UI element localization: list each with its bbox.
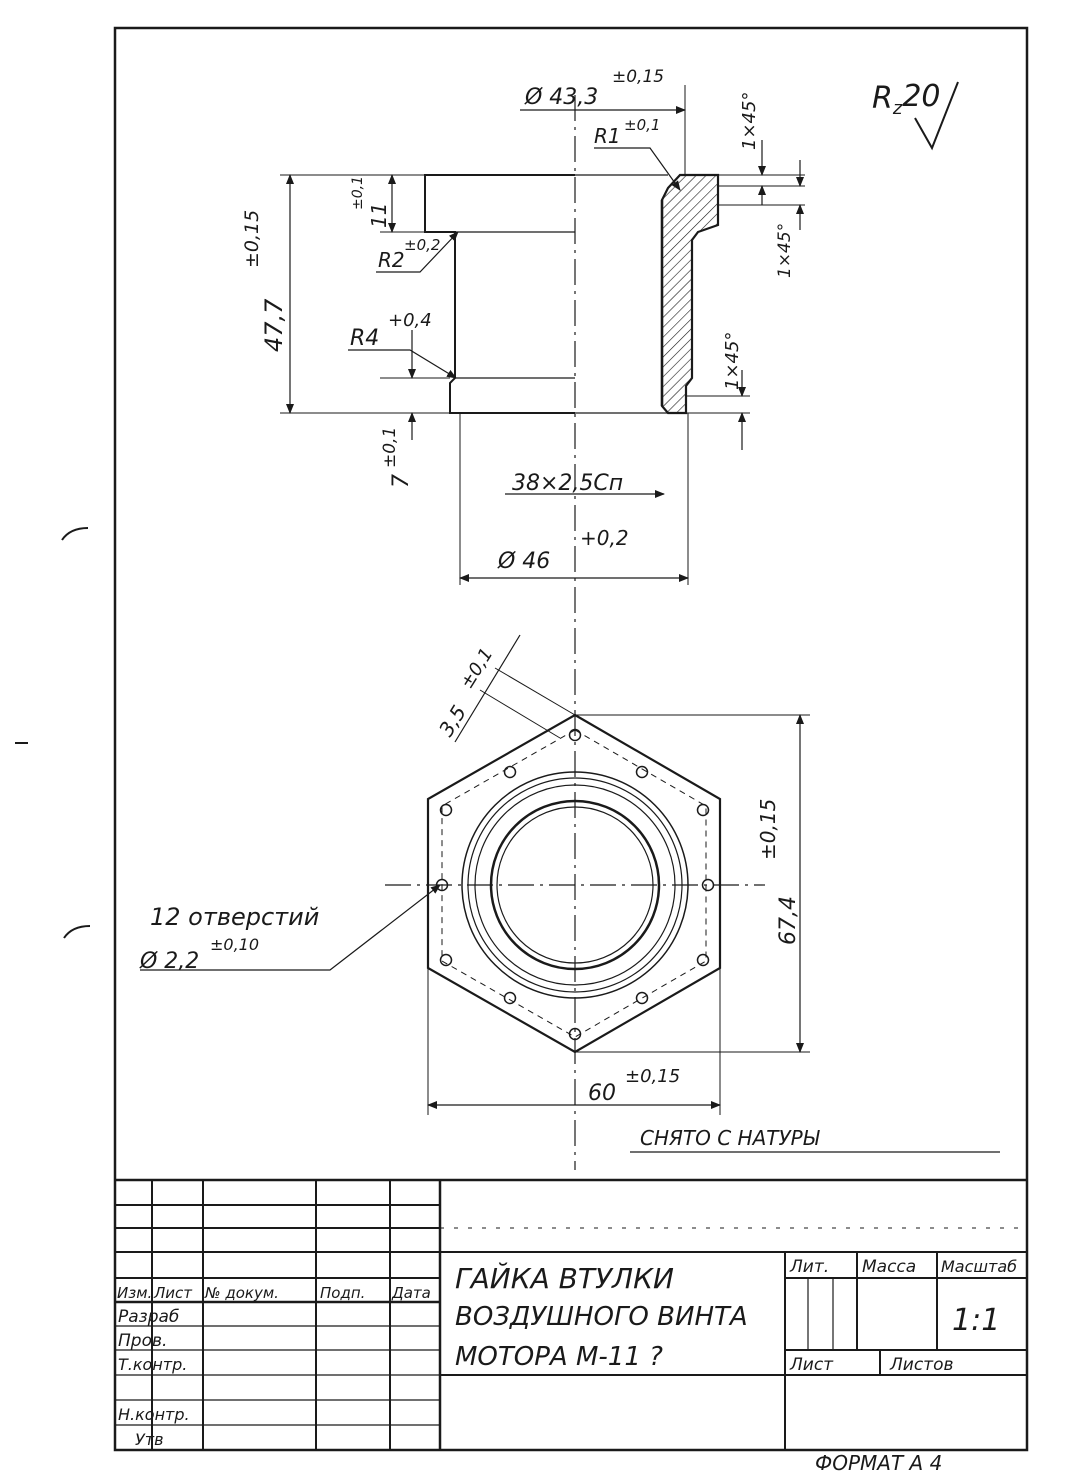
dim-dia-46	[460, 526, 688, 578]
svg-text:±0,2: ±0,2	[404, 236, 441, 254]
svg-text:+0,4: +0,4	[388, 310, 432, 331]
surface-roughness-symbol	[872, 79, 958, 148]
dim-height-67-4	[575, 715, 810, 1052]
svg-text:Утв: Утв	[135, 1430, 164, 1449]
svg-text:ВОЗДУШНОГО ВИНТА: ВОЗДУШНОГО ВИНТА	[455, 1302, 748, 1332]
svg-text:±0,15: ±0,15	[241, 209, 263, 268]
svg-text:Дата: Дата	[392, 1284, 431, 1302]
svg-text:Ø 2,2: Ø 2,2	[140, 949, 200, 974]
svg-text:№ докум.: № докум.	[205, 1284, 279, 1302]
dim-width-60	[428, 968, 720, 1115]
hole-12	[505, 767, 516, 778]
dim-height-11	[350, 175, 392, 232]
dim-height-7	[380, 330, 414, 488]
svg-text:Ø 43,3: Ø 43,3	[525, 85, 599, 110]
dim-thread	[505, 471, 664, 496]
svg-text:60: 60	[588, 1081, 616, 1106]
svg-text:±0,15: ±0,15	[625, 1066, 681, 1087]
svg-text:ГАЙКА ВТУЛКИ: ГАЙКА ВТУЛКИ	[455, 1262, 674, 1295]
svg-text:Лист: Лист	[154, 1284, 193, 1302]
svg-text:11: 11	[367, 202, 391, 228]
svg-text:±0,1: ±0,1	[624, 116, 661, 134]
dim-chamfer-right	[775, 160, 800, 278]
svg-text:±0,15: ±0,15	[756, 798, 780, 860]
svg-text:+0,2: +0,2	[580, 526, 629, 550]
svg-text:1×45°: 1×45°	[775, 222, 795, 278]
hexagon-outline	[428, 715, 720, 1052]
svg-text:1:1: 1:1	[952, 1303, 1001, 1338]
dim-chamfer-top	[739, 92, 762, 205]
svg-text:Т.контр.: Т.контр.	[118, 1355, 188, 1374]
dim-dia-43-3	[520, 67, 685, 110]
svg-text:Масса: Масса	[862, 1257, 917, 1277]
svg-text:±0,1: ±0,1	[456, 644, 498, 693]
svg-text:±0,15: ±0,15	[612, 67, 665, 87]
svg-text:±0,1: ±0,1	[350, 176, 366, 210]
punch-mark-top	[62, 528, 88, 540]
hole-8	[505, 993, 516, 1004]
hole-3	[698, 805, 709, 816]
bolt-circle	[442, 730, 706, 1037]
hole-5	[698, 955, 709, 966]
svg-text:Масштаб: Масштаб	[941, 1257, 1018, 1276]
section-hatch	[662, 175, 718, 413]
svg-text:1×45°: 1×45°	[739, 91, 760, 150]
svg-text:±0,10: ±0,10	[210, 935, 260, 954]
svg-text:R4: R4	[350, 326, 380, 351]
svg-text:R1: R1	[594, 124, 621, 148]
svg-text:Разраб: Разраб	[118, 1307, 180, 1327]
svg-text:Пров.: Пров.	[118, 1331, 168, 1351]
svg-text:Ø 46: Ø 46	[498, 549, 551, 574]
svg-text:Н.контр.: Н.контр.	[118, 1405, 190, 1424]
svg-text:1×45°: 1×45°	[722, 331, 743, 390]
svg-text:47,7: 47,7	[260, 298, 288, 352]
svg-text:R2: R2	[378, 248, 405, 272]
title-block	[115, 1180, 1027, 1450]
svg-text:Лит.: Лит.	[790, 1257, 830, 1277]
svg-text:Подп.: Подп.	[320, 1284, 366, 1302]
dim-holes	[139, 885, 440, 974]
svg-text:12 отверстий: 12 отверстий	[150, 903, 320, 931]
note-from-nature	[630, 1126, 1000, 1152]
svg-text:38×2,5Сп: 38×2,5Сп	[512, 471, 624, 496]
dim-height-47-7	[241, 175, 290, 413]
svg-text:Rz20: $R_z20$	[872, 79, 941, 119]
svg-text:СНЯТО С НАТУРЫ: СНЯТО С НАТУРЫ	[640, 1126, 820, 1150]
svg-text:Изм.: Изм.	[117, 1284, 153, 1302]
svg-text:7: 7	[389, 474, 414, 488]
dim-chamfer-bottom	[722, 332, 743, 450]
format-label: ФОРМАТ А 4	[815, 1451, 943, 1475]
svg-text:Листов: Листов	[890, 1355, 954, 1375]
svg-text:Лист: Лист	[790, 1355, 834, 1375]
svg-text:МОТОРА М-11 ?: МОТОРА М-11 ?	[455, 1342, 663, 1372]
svg-text:3,5: 3,5	[433, 700, 472, 741]
dim-fillet-r1	[594, 116, 680, 190]
punch-mark-bottom	[64, 926, 90, 938]
dim-fillet-r4	[348, 310, 456, 378]
svg-text:±0,1: ±0,1	[380, 426, 400, 468]
svg-text:67,4: 67,4	[776, 896, 801, 945]
dim-fillet-r2	[376, 232, 458, 272]
hole-6	[637, 993, 648, 1004]
hole-2	[637, 767, 648, 778]
side-view	[280, 85, 805, 1170]
